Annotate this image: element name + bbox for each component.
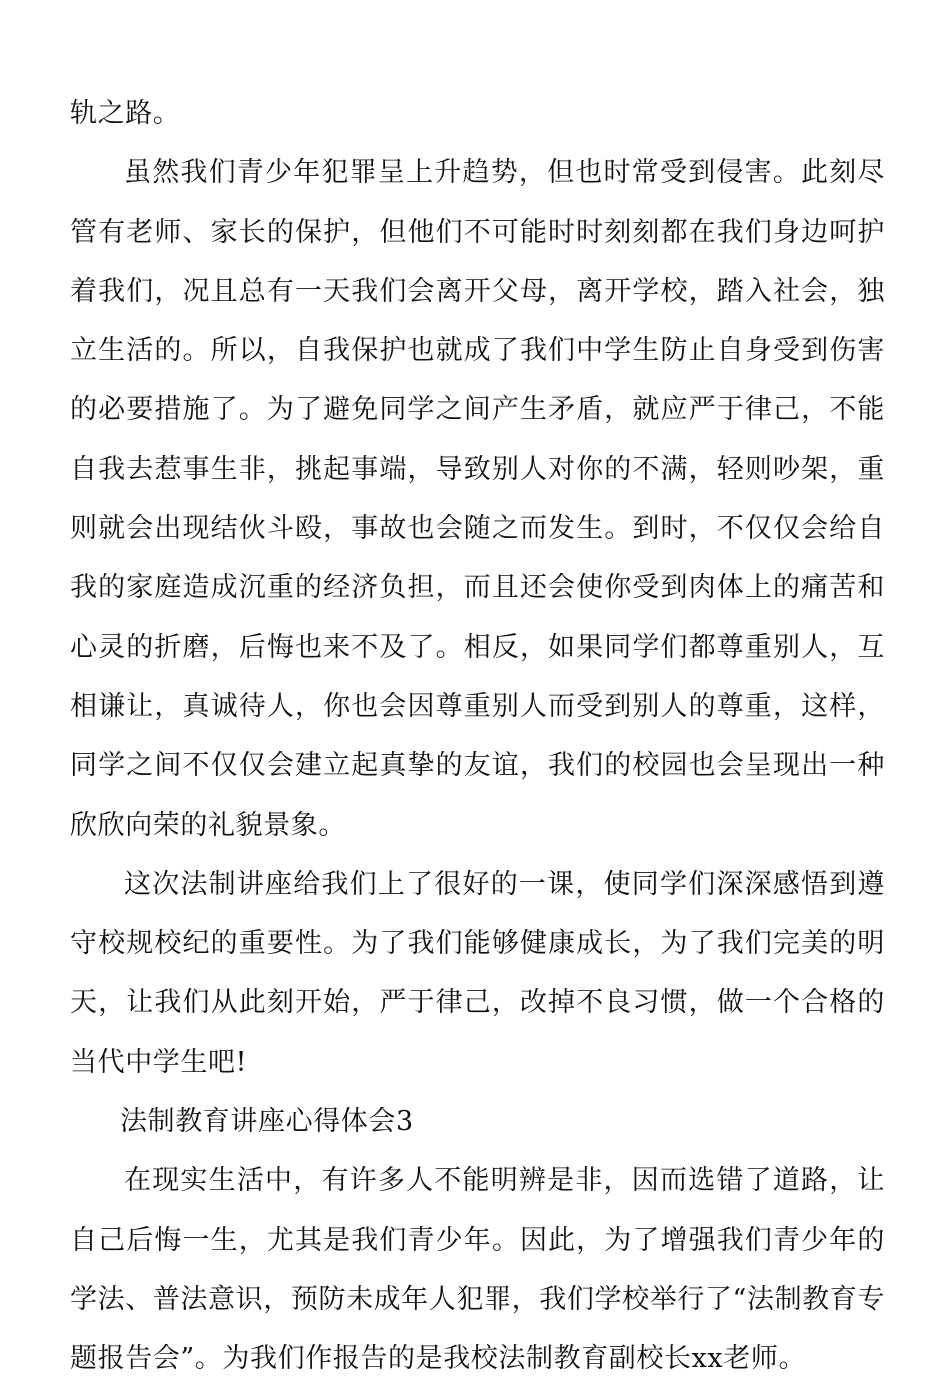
paragraph-continuation: 轨之路。	[70, 98, 181, 129]
paragraph-self-protection: 虽然我们青少年犯罪呈上升趋势，但也时常受到侵害。此刻尽管有老师、家长的保护，但他们不可能时时刻刻都在我们身边呵护着我们，况且总有一天我们会离开父母，离开学校，踏入社会，独立生活的。所以，自我保护也就成了我们中学生防止自身受到伤害的必要措施了。为了避免同学之间产生矛盾，就应严于律己，不能自我去惹事生非，挑起事端，导致别人对你的不满，轻则吵架，重则就会出现结伙斗殴，事故也会随之而发生。到时，不仅仅会给自我的家庭造成沉重的经济负担，而且还会使你受到肉体上的痛苦和心灵的折磨，后悔也来不及了。相反，如果同学们都尊重别人，互相谦让，真诚待人，你也会因尊重别人而受到别人的尊重，这样，同学之间不仅仅会建立起真挚的友谊，我们的校园也会呈现出一种欣欣向荣的礼貌景象。	[70, 157, 885, 841]
paragraph-lecture-conclusion: 这次法制讲座给我们上了很好的一课，使同学们深深感悟到遵守校规校纪的重要性。为了我们能够健康成长，为了我们完美的明天，让我们从此刻开始，严于律己，改掉不良习惯，做一个合格的当代中学生吧!	[70, 868, 885, 1078]
section-heading: 法制教育讲座心得体会3	[120, 1106, 414, 1138]
paragraph-section-intro: 在现实生活中，有许多人不能明辨是非，因而选错了道路，让自己后悔一生，尤其是我们青少年。因此，为了增强我们青少年的学法、普法意识，预防未成年人犯罪，我们学校举行了“法制教育专题报告会”。为我们作报告的是我校法制教育副校长xx老师。	[70, 1165, 885, 1375]
document-page	[70, 84, 885, 1389]
